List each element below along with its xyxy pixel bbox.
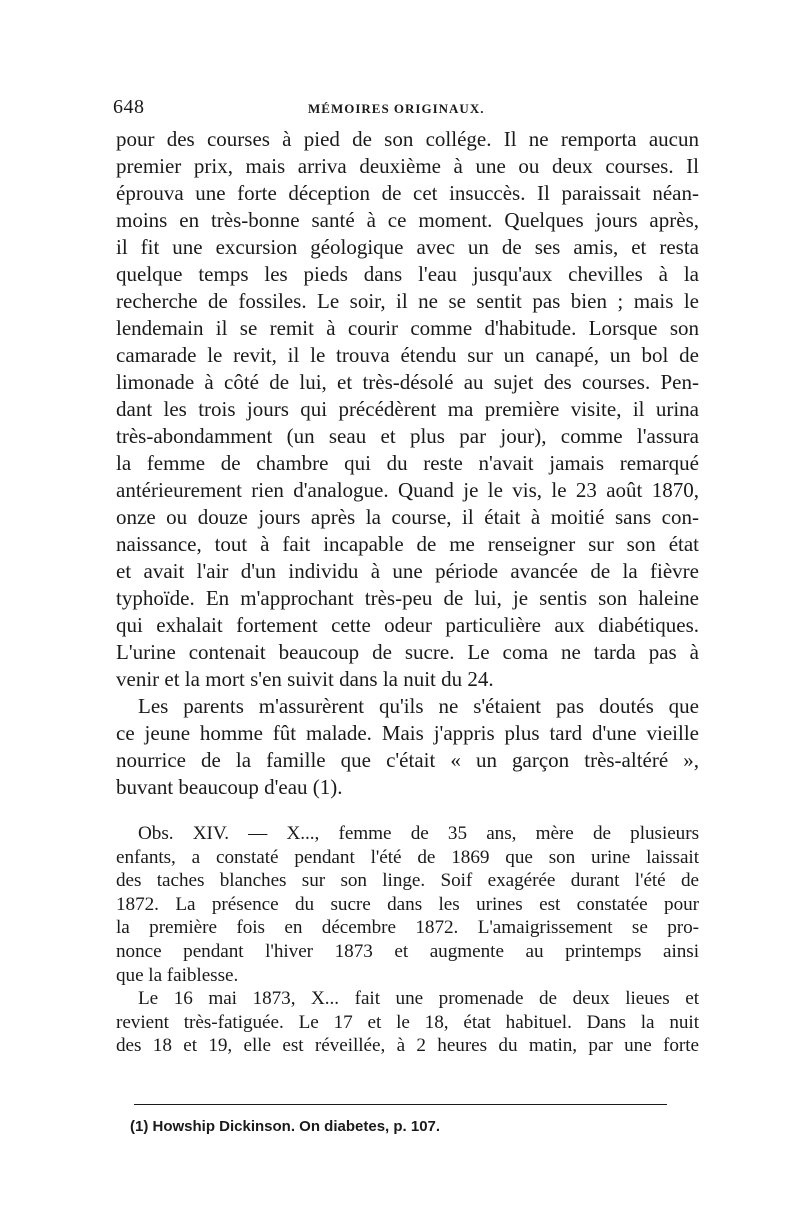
text-line: L'urine contenait beaucoup de sucre. Le coma ne tarda pas à	[116, 640, 699, 664]
running-head: MÉMOIRES ORIGINAUX.	[308, 101, 485, 116]
text-line: nonce pendant l'hiver 1873 et augmente au printemps ainsi	[116, 940, 699, 962]
paragraph-may-16	[116, 987, 699, 1058]
text-line: enfants, a constaté pendant l'été de 1869 que son urine laissait	[116, 846, 699, 868]
text-line: il fit une excursion géologique avec un de ses amis, et resta	[116, 235, 699, 259]
text-line: et avait l'air d'un individu à une période avancée de la fièvre	[116, 559, 699, 583]
text-line: quelque temps les pieds dans l'eau jusqu'aux chevilles à la	[116, 262, 699, 286]
text-line: des taches blanches sur son linge. Soif exagérée durant l'été de	[116, 870, 699, 892]
text-line: Obs. XIV. — X..., femme de 35 ans, mère de plusieurs	[138, 823, 699, 844]
text-line: premier prix, mais arriva deuxième à une ou deux courses. Il	[116, 154, 699, 178]
text-line: limonade à côté de lui, et très-désolé au sujet des courses. Pen-	[116, 370, 699, 394]
text-line: camarade le revit, il le trouva étendu sur un canapé, un bol de	[116, 343, 699, 367]
text-line: la femme de chambre qui du reste n'avait jamais remarqué	[116, 451, 699, 475]
text-line: venir et la mort s'en suivit dans la nuit du 24.	[116, 667, 494, 691]
text-line: recherche de fossiles. Le soir, il ne se sentit pas bien ; mais le	[116, 289, 699, 313]
text-line: revient très-fatiguée. Le 17 et le 18, état habituel. Dans la nuit	[116, 1011, 699, 1033]
text-line: Le 16 mai 1873, X... fait une promenade de deux lieues et	[138, 988, 699, 1010]
text-line: très-abondamment (un seau et plus par jour), comme l'assura	[116, 424, 699, 448]
text-line: moins en très-bonne santé à ce moment. Quelques jours après,	[116, 208, 699, 232]
page-number: 648	[113, 96, 145, 118]
text-line: onze ou douze jours après la course, il était à moitié sans con-	[116, 505, 699, 529]
text-line: antérieurement rien d'analogue. Quand je le vis, le 23 août 1870,	[116, 478, 699, 502]
paragraph-case-narrative	[116, 126, 699, 693]
paragraph-spacer	[116, 801, 699, 822]
text-line: éprouva une forte déception de cet insuccès. Il paraissait néan-	[116, 181, 699, 205]
text-line: 1872. La présence du sucre dans les urines est constatée pour	[116, 893, 699, 915]
text-line: nourrice de la famille que c'était « un garçon très-altéré »,	[116, 748, 699, 772]
text-line: Les parents m'assurèrent qu'ils ne s'étaient pas doutés que	[138, 694, 699, 718]
text-line: ce jeune homme fût malade. Mais j'appris plus tard d'une vieille	[116, 721, 699, 745]
paragraph-observation-xiv	[116, 822, 699, 987]
text-line: dant les trois jours qui précédèrent ma première visite, il urina	[116, 397, 699, 421]
text-line: qui exhalait fortement cette odeur particulière aux diabétiques.	[116, 613, 699, 637]
text-line: lendemain il se remit à courir comme d'habitude. Lorsque son	[116, 316, 699, 340]
text-line: que la faiblesse.	[116, 964, 239, 986]
text-line: buvant beaucoup d'eau (1).	[116, 775, 343, 799]
footnote-rule	[134, 1104, 667, 1105]
paragraph-parents-note	[116, 693, 699, 801]
text-line: typhoïde. En m'approchant très-peu de lui, je sentis son haleine	[116, 586, 699, 610]
page-header	[113, 96, 697, 126]
text-line: des 18 et 19, elle est réveillée, à 2 heures du matin, par une forte	[116, 1035, 699, 1057]
footnote: (1) Howship Dickinson. On diabetes, p. 107.	[130, 1118, 441, 1135]
text-line: pour des courses à pied de son collége. Il ne remporta aucun	[116, 127, 699, 151]
body-text	[116, 126, 699, 1058]
text-line: la première fois en décembre 1872. L'amaigrissement se pro-	[116, 917, 699, 939]
text-line: naissance, tout à fait incapable de me renseigner sur son état	[116, 532, 699, 556]
